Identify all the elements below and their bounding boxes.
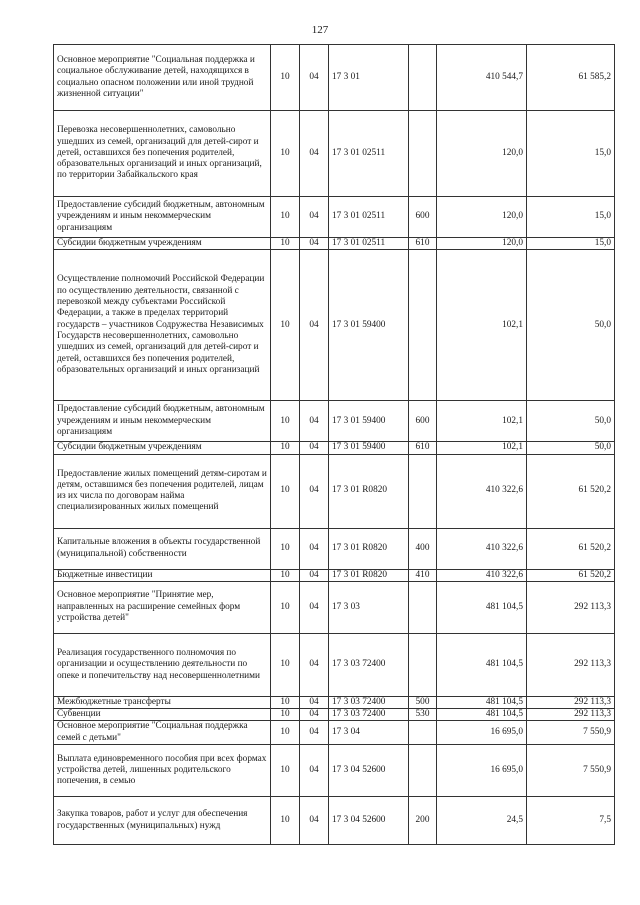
row-expense-type xyxy=(409,581,437,633)
table-row xyxy=(54,721,615,745)
row-sum-total: 102,1 xyxy=(437,401,527,442)
row-expense-type xyxy=(409,45,437,111)
row-sum-total: 102,1 xyxy=(437,250,527,401)
row-section: 10 xyxy=(271,238,300,250)
row-section: 10 xyxy=(271,250,300,401)
row-sum-federal: 50,0 xyxy=(527,250,615,401)
row-sum-total: 120,0 xyxy=(437,197,527,238)
row-name: Основное мероприятие "Социальная поддержка и социальное обслуживание детей, находящихся в социально опасном положении или иной трудной жизненной ситуации" xyxy=(54,45,271,111)
row-sum-total: 481 104,5 xyxy=(437,709,527,721)
row-section: 10 xyxy=(271,696,300,708)
row-expense-type xyxy=(409,111,437,197)
row-subsection: 04 xyxy=(300,696,329,708)
row-sum-total: 16 695,0 xyxy=(437,745,527,797)
table-row xyxy=(54,528,615,569)
row-sum-federal: 61 520,2 xyxy=(527,454,615,528)
row-subsection: 04 xyxy=(300,454,329,528)
row-expense-type xyxy=(409,250,437,401)
row-sum-federal: 7,5 xyxy=(527,797,615,845)
row-target-code: 17 3 01 R0820 xyxy=(329,569,409,581)
row-target-code: 17 3 03 72400 xyxy=(329,709,409,721)
row-name: Субвенции xyxy=(54,709,271,721)
row-target-code: 17 3 01 59400 xyxy=(329,442,409,454)
row-section: 10 xyxy=(271,633,300,696)
row-name: Субсидии бюджетным учреждениям xyxy=(54,238,271,250)
row-target-code: 17 3 01 02511 xyxy=(329,238,409,250)
row-name: Капитальные вложения в объекты государственной (муниципальной) собственности xyxy=(54,528,271,569)
row-subsection: 04 xyxy=(300,250,329,401)
row-name: Бюджетные инвестиции xyxy=(54,569,271,581)
table-row xyxy=(54,709,615,721)
row-sum-total: 481 104,5 xyxy=(437,581,527,633)
row-name: Перевозка несовершеннолетних, самовольно ушедших из семей, организаций для детей-сирот и детей, оставшихся без попечения родителей, образовательных организаций и иных организаций, по территории Забайкальского края xyxy=(54,111,271,197)
row-sum-total: 410 322,6 xyxy=(437,569,527,581)
row-subsection: 04 xyxy=(300,745,329,797)
row-sum-total: 120,0 xyxy=(437,111,527,197)
row-expense-type xyxy=(409,633,437,696)
row-target-code: 17 3 01 R0820 xyxy=(329,454,409,528)
row-section: 10 xyxy=(271,797,300,845)
row-sum-total: 16 695,0 xyxy=(437,721,527,745)
table-row xyxy=(54,442,615,454)
row-expense-type: 200 xyxy=(409,797,437,845)
row-section: 10 xyxy=(271,528,300,569)
row-expense-type: 610 xyxy=(409,442,437,454)
table-row xyxy=(54,633,615,696)
table-row xyxy=(54,250,615,401)
row-subsection: 04 xyxy=(300,197,329,238)
table-row xyxy=(54,745,615,797)
row-subsection: 04 xyxy=(300,633,329,696)
row-target-code: 17 3 03 72400 xyxy=(329,633,409,696)
row-sum-federal: 61 585,2 xyxy=(527,45,615,111)
row-name: Закупка товаров, работ и услуг для обеспечения государственных (муниципальных) нужд xyxy=(54,797,271,845)
row-sum-federal: 15,0 xyxy=(527,197,615,238)
row-sum-total: 410 322,6 xyxy=(437,528,527,569)
row-name: Предоставление жилых помещений детям-сиротам и детям, оставшимся без попечения родителей, лицам из их числа по договорам найма специализированных жилых помещений xyxy=(54,454,271,528)
row-name: Межбюджетные трансферты xyxy=(54,696,271,708)
table-row xyxy=(54,569,615,581)
row-subsection: 04 xyxy=(300,721,329,745)
row-subsection: 04 xyxy=(300,569,329,581)
row-subsection: 04 xyxy=(300,709,329,721)
row-section: 10 xyxy=(271,454,300,528)
row-target-code: 17 3 01 02511 xyxy=(329,197,409,238)
row-subsection: 04 xyxy=(300,528,329,569)
row-sum-federal: 292 113,3 xyxy=(527,696,615,708)
row-target-code: 17 3 04 52600 xyxy=(329,797,409,845)
row-expense-type: 530 xyxy=(409,709,437,721)
row-sum-total: 481 104,5 xyxy=(437,633,527,696)
row-target-code: 17 3 01 59400 xyxy=(329,401,409,442)
table-row xyxy=(54,581,615,633)
row-name: Выплата единовременного пособия при всех формах устройства детей, лишенных родительского попечения, в семью xyxy=(54,745,271,797)
row-subsection: 04 xyxy=(300,797,329,845)
row-sum-total: 410 544,7 xyxy=(437,45,527,111)
table-row xyxy=(54,401,615,442)
table-row xyxy=(54,454,615,528)
row-sum-federal: 61 520,2 xyxy=(527,569,615,581)
row-section: 10 xyxy=(271,111,300,197)
row-subsection: 04 xyxy=(300,111,329,197)
row-subsection: 04 xyxy=(300,442,329,454)
row-section: 10 xyxy=(271,569,300,581)
row-sum-federal: 15,0 xyxy=(527,238,615,250)
table-row xyxy=(54,238,615,250)
table-row xyxy=(54,45,615,111)
row-expense-type: 600 xyxy=(409,401,437,442)
row-sum-total: 102,1 xyxy=(437,442,527,454)
row-sum-total: 481 104,5 xyxy=(437,696,527,708)
budget-table xyxy=(53,44,615,845)
row-subsection: 04 xyxy=(300,45,329,111)
row-target-code: 17 3 04 52600 xyxy=(329,745,409,797)
row-expense-type: 600 xyxy=(409,197,437,238)
table-row xyxy=(54,696,615,708)
row-subsection: 04 xyxy=(300,238,329,250)
row-section: 10 xyxy=(271,45,300,111)
row-sum-federal: 292 113,3 xyxy=(527,633,615,696)
row-sum-total: 410 322,6 xyxy=(437,454,527,528)
row-subsection: 04 xyxy=(300,581,329,633)
row-section: 10 xyxy=(271,709,300,721)
row-sum-total: 120,0 xyxy=(437,238,527,250)
row-section: 10 xyxy=(271,745,300,797)
row-expense-type: 610 xyxy=(409,238,437,250)
row-sum-federal: 50,0 xyxy=(527,401,615,442)
row-subsection: 04 xyxy=(300,401,329,442)
row-section: 10 xyxy=(271,442,300,454)
row-target-code: 17 3 03 xyxy=(329,581,409,633)
row-sum-federal: 7 550,9 xyxy=(527,745,615,797)
row-expense-type xyxy=(409,721,437,745)
row-section: 10 xyxy=(271,721,300,745)
row-section: 10 xyxy=(271,197,300,238)
row-expense-type: 410 xyxy=(409,569,437,581)
row-target-code: 17 3 03 72400 xyxy=(329,696,409,708)
table-row xyxy=(54,797,615,845)
row-expense-type xyxy=(409,454,437,528)
row-target-code: 17 3 01 59400 xyxy=(329,250,409,401)
row-sum-federal: 292 113,3 xyxy=(527,581,615,633)
row-target-code: 17 3 01 xyxy=(329,45,409,111)
row-section: 10 xyxy=(271,581,300,633)
row-name: Реализация государственного полномочия по организации и осуществлению деятельности по опеке и попечительству над несовершеннолетними xyxy=(54,633,271,696)
row-sum-federal: 50,0 xyxy=(527,442,615,454)
row-name: Предоставление субсидий бюджетным, автономным учреждениям и иным некоммерческим организациям xyxy=(54,197,271,238)
row-name: Осуществление полномочий Российской Федерации по осуществлению деятельности, связанной с перевозкой между субъектами Российской Федерации, а также в пределах территорий государств – участников Содружества Независимых Государств несовершеннолетних, самовольно ушедших из семей, организаций для детей-сирот и детей, оставшихся без попечения родителей, образовательных организаций и иных организаций xyxy=(54,250,271,401)
row-target-code: 17 3 01 R0820 xyxy=(329,528,409,569)
row-name: Предоставление субсидий бюджетным, автономным учреждениям и иным некоммерческим организациям xyxy=(54,401,271,442)
row-target-code: 17 3 04 xyxy=(329,721,409,745)
row-sum-federal: 61 520,2 xyxy=(527,528,615,569)
row-name: Основное мероприятие "Социальная поддержка семей с детьми" xyxy=(54,721,271,745)
page-number: 127 xyxy=(311,24,329,36)
row-name: Субсидии бюджетным учреждениям xyxy=(54,442,271,454)
row-expense-type: 400 xyxy=(409,528,437,569)
row-sum-federal: 292 113,3 xyxy=(527,709,615,721)
row-name: Основное мероприятие "Принятие мер, направленных на расширение семейных форм устройства детей" xyxy=(54,581,271,633)
row-expense-type xyxy=(409,745,437,797)
table-row xyxy=(54,197,615,238)
row-section: 10 xyxy=(271,401,300,442)
row-sum-federal: 7 550,9 xyxy=(527,721,615,745)
row-sum-total: 24,5 xyxy=(437,797,527,845)
row-expense-type: 500 xyxy=(409,696,437,708)
table-row xyxy=(54,111,615,197)
row-sum-federal: 15,0 xyxy=(527,111,615,197)
row-target-code: 17 3 01 02511 xyxy=(329,111,409,197)
